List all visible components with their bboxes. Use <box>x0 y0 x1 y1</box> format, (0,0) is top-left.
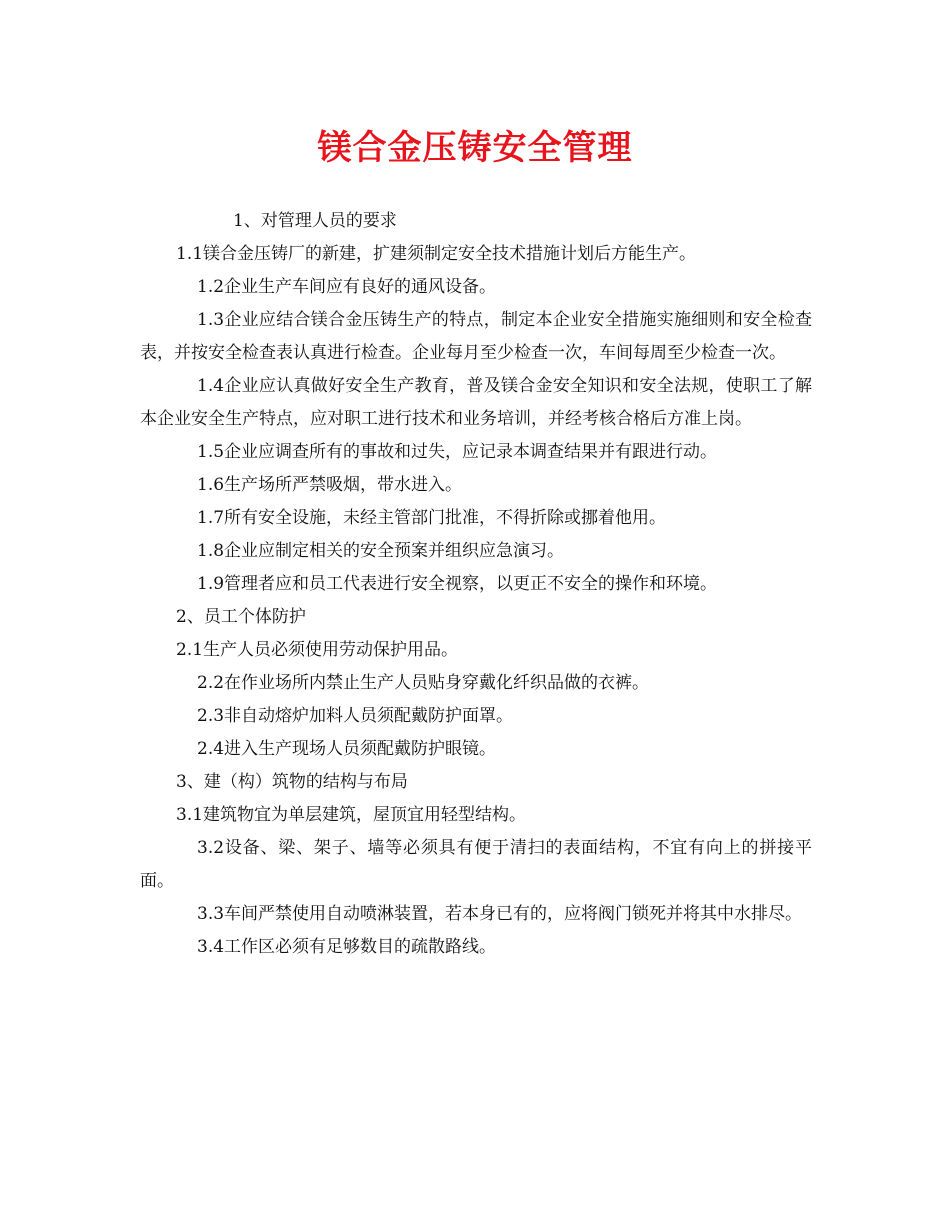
section-heading-2: 2、员工个体防护 <box>176 607 306 627</box>
section-heading-1: 1、对管理人员的要求 <box>233 211 397 231</box>
item-3-2: 3.2设备、梁、架子、墙等必须具有便于清扫的表面结构，不宜有向上的拼接平面。 <box>140 838 812 891</box>
item-2-3: 2.3非自动熔炉加料人员须配戴防护面罩。 <box>197 706 514 726</box>
item-3-1: 3.1建筑物宜为单层建筑，屋顶宜用轻型结构。 <box>176 805 527 825</box>
item-2-2: 2.2在作业场所内禁止生产人员贴身穿戴化纤织品做的衣裤。 <box>197 673 650 693</box>
item-1-5: 1.5企业应调查所有的事故和过失，应记录本调查结果并有跟进行动。 <box>197 442 718 462</box>
section-heading-3: 3、建（构）筑物的结构与布局 <box>176 772 408 792</box>
item-2-1: 2.1生产人员必须使用劳动保护用品。 <box>176 640 459 660</box>
item-1-1: 1.1镁合金压铸厂的新建，扩建须制定安全技术措施计划后方能生产。 <box>176 244 697 264</box>
item-1-3: 1.3企业应结合镁合金压铸生产的特点，制定本企业安全措施实施细则和安全检查表，并按安全检查表认真进行检查。企业每月至少检查一次，车间每周至少检查一次。 <box>140 310 812 363</box>
item-1-8: 1.8企业应制定相关的安全预案并组织应急演习。 <box>197 541 565 561</box>
item-1-4: 1.4企业应认真做好安全生产教育，普及镁合金安全知识和安全法规，使职工了解本企业安全生产特点，应对职工进行技术和业务培训，并经考核合格后方准上岗。 <box>140 376 812 429</box>
item-3-3: 3.3车间严禁使用自动喷淋装置，若本身已有的，应将阀门锁死并将其中水排尽。 <box>197 904 803 924</box>
item-1-6: 1.6生产场所严禁吸烟，带水进入。 <box>197 475 463 495</box>
item-1-9: 1.9管理者应和员工代表进行安全视察，以更正不安全的操作和环境。 <box>197 574 718 594</box>
item-2-4: 2.4进入生产现场人员须配戴防护眼镜。 <box>197 739 497 759</box>
item-1-2: 1.2企业生产车间应有良好的通风设备。 <box>197 277 497 297</box>
document-title: 镁合金压铸安全管理 <box>317 128 633 168</box>
document-body <box>140 205 812 964</box>
item-1-7: 1.7所有安全设施，未经主管部门批准，不得折除或挪着他用。 <box>197 508 667 528</box>
item-3-4: 3.4工作区必须有足够数目的疏散路线。 <box>197 937 497 957</box>
